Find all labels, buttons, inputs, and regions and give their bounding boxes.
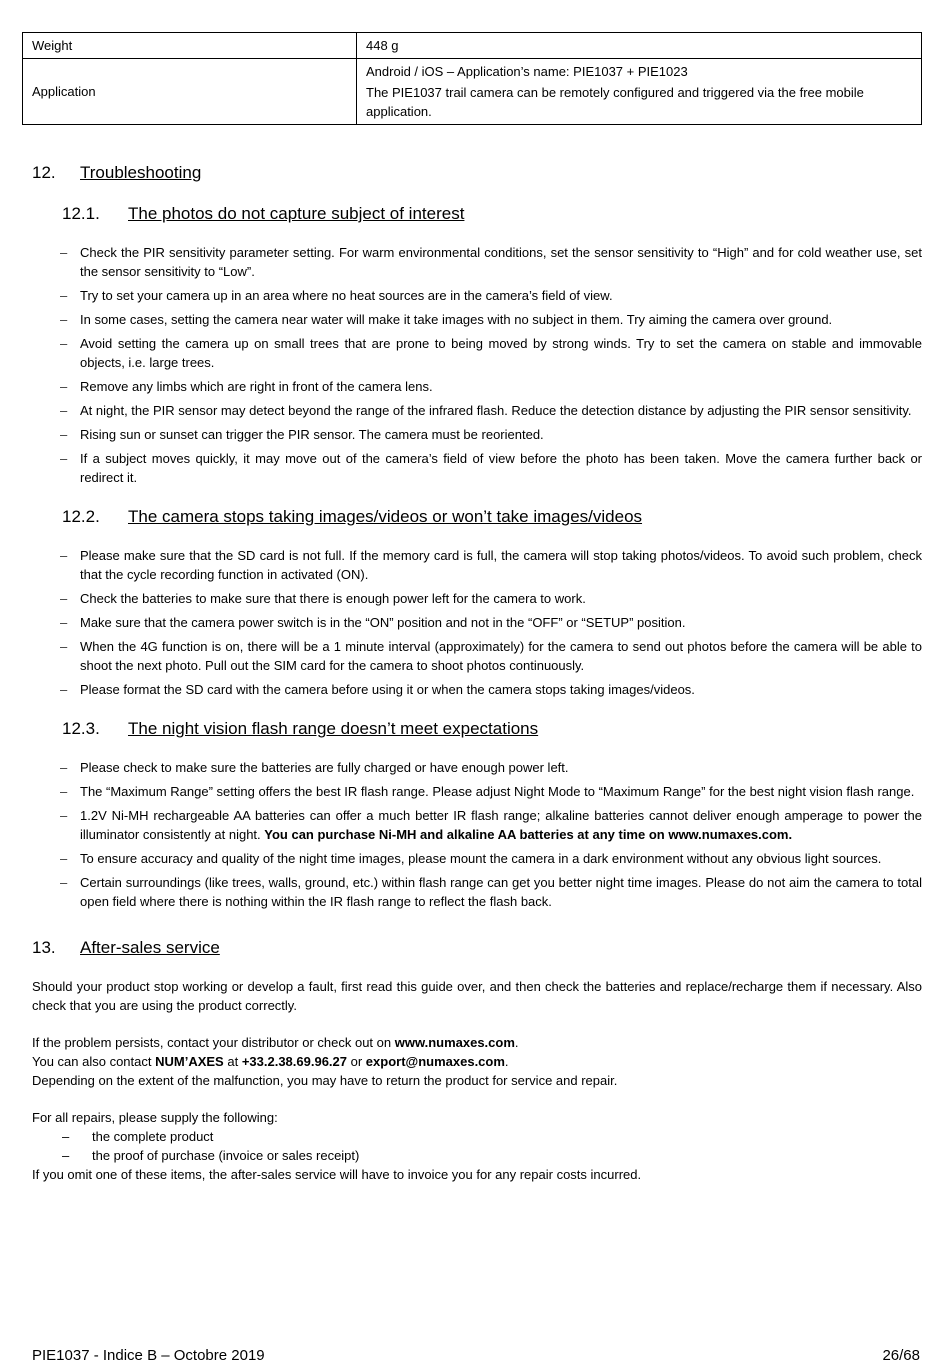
malfunction-line: Depending on the extent of the malfunction, you may have to return the product for service and repair. (32, 1073, 618, 1088)
weight-label: Weight (23, 33, 357, 59)
list-item: – Please format the SD card with the camera before using it or when the camera stops taking images/videos. (22, 680, 922, 699)
footer-document-id: PIE1037 - Indice B – Octobre 2019 (32, 1347, 265, 1364)
page-number: 26/68 (882, 1347, 920, 1364)
subsection-title: The photos do not capture subject of interest (128, 204, 465, 223)
application-value (357, 59, 922, 125)
list-item: – If a subject moves quickly, it may move out of the camera’s field of view before the photo has been taken. Move the camera further back or redirect it. (22, 449, 922, 487)
section-number: 13. (32, 938, 56, 957)
weight-value: 448 g (357, 33, 922, 59)
section-12-2-heading (62, 506, 922, 528)
omission-note: If you omit one of these items, the after-sales service will have to invoice you for any repair costs incurred. (32, 1167, 642, 1182)
application-label: Application (23, 59, 357, 125)
section-12-1-heading (62, 203, 922, 225)
subsection-title: The camera stops taking images/videos or won’t take images/videos (128, 507, 643, 526)
subsection-number: 12.1. (62, 204, 100, 223)
website-link: www.numaxes.com (394, 1035, 515, 1050)
phone-number: +33.2.38.69.96.27 (241, 1054, 347, 1069)
list-item: – Please check to make sure the batteries are fully charged or have enough power left. (22, 758, 922, 777)
list-item: – Certain surroundings (like trees, walls, ground, etc.) within flash range can get you better night time images. Please do not aim the camera to total open field where there is nothing within the IR flash range to reflect the flash back. (22, 873, 922, 911)
table-row (23, 33, 922, 59)
company-name: NUM’AXES (155, 1054, 224, 1069)
document-page (22, 32, 922, 1184)
section-number: 12. (32, 163, 56, 182)
list-item-text: 1.2V Ni-MH rechargeable AA batteries can offer a much better IR flash range; alkaline batteries cannot deliver enough amperage to power the illuminator consistently at night. (80, 808, 922, 842)
subsection-number: 12.2. (62, 507, 100, 526)
list-item: – Remove any limbs which are right in front of the camera lens. (22, 377, 922, 396)
section-title: After-sales service (80, 938, 220, 957)
list-item: – The “Maximum Range” setting offers the best IR flash range. Please adjust Night Mode to “Maximum Range” for the best night vision flash range. (22, 782, 922, 801)
list-item: – To ensure accuracy and quality of the night time images, please mount the camera in a dark environment without any obvious light sources. (22, 849, 922, 868)
section-12-3-list (22, 758, 922, 911)
purchase-note: You can purchase Ni-MH and alkaline AA batteries at any time on www.numaxes.com. (264, 827, 793, 842)
email-address: export@numaxes.com (365, 1054, 505, 1069)
section-12-3-heading (62, 718, 922, 740)
contact-line: You can also contact NUM’AXES at +33.2.38.69.96.27 or export@numaxes.com. (32, 1054, 509, 1069)
section-12-1-list (22, 243, 922, 487)
spec-table (22, 32, 922, 125)
list-item: – Check the PIR sensitivity parameter setting. For warm environmental conditions, set the sensor sensitivity to “High” and for cold weather use, set the sensor sensitivity to “Low”. (22, 243, 922, 281)
repairs-intro: For all repairs, please supply the following: (32, 1110, 278, 1125)
section-12-heading (32, 162, 922, 184)
section-title: Troubleshooting (80, 163, 202, 182)
list-item: – In some cases, setting the camera near water will make it take images with no subject in them. Try aiming the camera over ground. (22, 310, 922, 329)
list-item: – Rising sun or sunset can trigger the PIR sensor. The camera must be reoriented. (22, 425, 922, 444)
application-line-1: Android / iOS – Application’s name: PIE1037 + PIE1023 (366, 64, 688, 79)
section-13-heading (32, 937, 922, 959)
list-item: – Please make sure that the SD card is not full. If the memory card is full, the camera will stop taking photos/videos. To avoid such problem, check that the cycle recording function in activated (ON). (22, 546, 922, 584)
section-12-2-list (22, 546, 922, 699)
list-item: – Make sure that the camera power switch is in the “ON” position and not in the “OFF” or “SETUP” position. (22, 613, 922, 632)
repair-items-list (22, 1127, 922, 1165)
list-item: – Avoid setting the camera up on small trees that are prone to being moved by strong winds. Try to set the camera on stable and immovable objects, i.e. large trees. (22, 334, 922, 372)
list-item: – the complete product (22, 1127, 922, 1146)
page-footer (32, 1346, 920, 1365)
subsection-number: 12.3. (62, 719, 100, 738)
list-item: – When the 4G function is on, there will be a 1 minute interval (approximately) for the camera to send out photos before the camera will be able to shoot the next photo. Pull out the SIM card for the camera to shoot photos continuously. (22, 637, 922, 675)
list-item (22, 806, 922, 844)
list-item: – the proof of purchase (invoice or sales receipt) (22, 1146, 922, 1165)
list-item: – Check the batteries to make sure that there is enough power left for the camera to work. (22, 589, 922, 608)
application-line-2: The PIE1037 trail camera can be remotely configured and triggered via the free mobile application. (366, 85, 864, 119)
list-item: – Try to set your camera up in an area where no heat sources are in the camera’s field of view. (22, 286, 922, 305)
list-item: – At night, the PIR sensor may detect beyond the range of the infrared flash. Reduce the detection distance by adjusting the PIR sensor sensitivity. (22, 401, 922, 420)
subsection-title: The night vision flash range doesn’t meet expectations (128, 719, 539, 738)
contact-distributor-line: If the problem persists, contact your distributor or check out on www.numaxes.com. (32, 1035, 519, 1050)
table-row (23, 59, 922, 125)
after-sales-paragraph: Should your product stop working or develop a fault, first read this guide over, and then check the batteries and replace/recharge them if necessary. Also check that you are using the product correctly. (32, 979, 922, 1013)
